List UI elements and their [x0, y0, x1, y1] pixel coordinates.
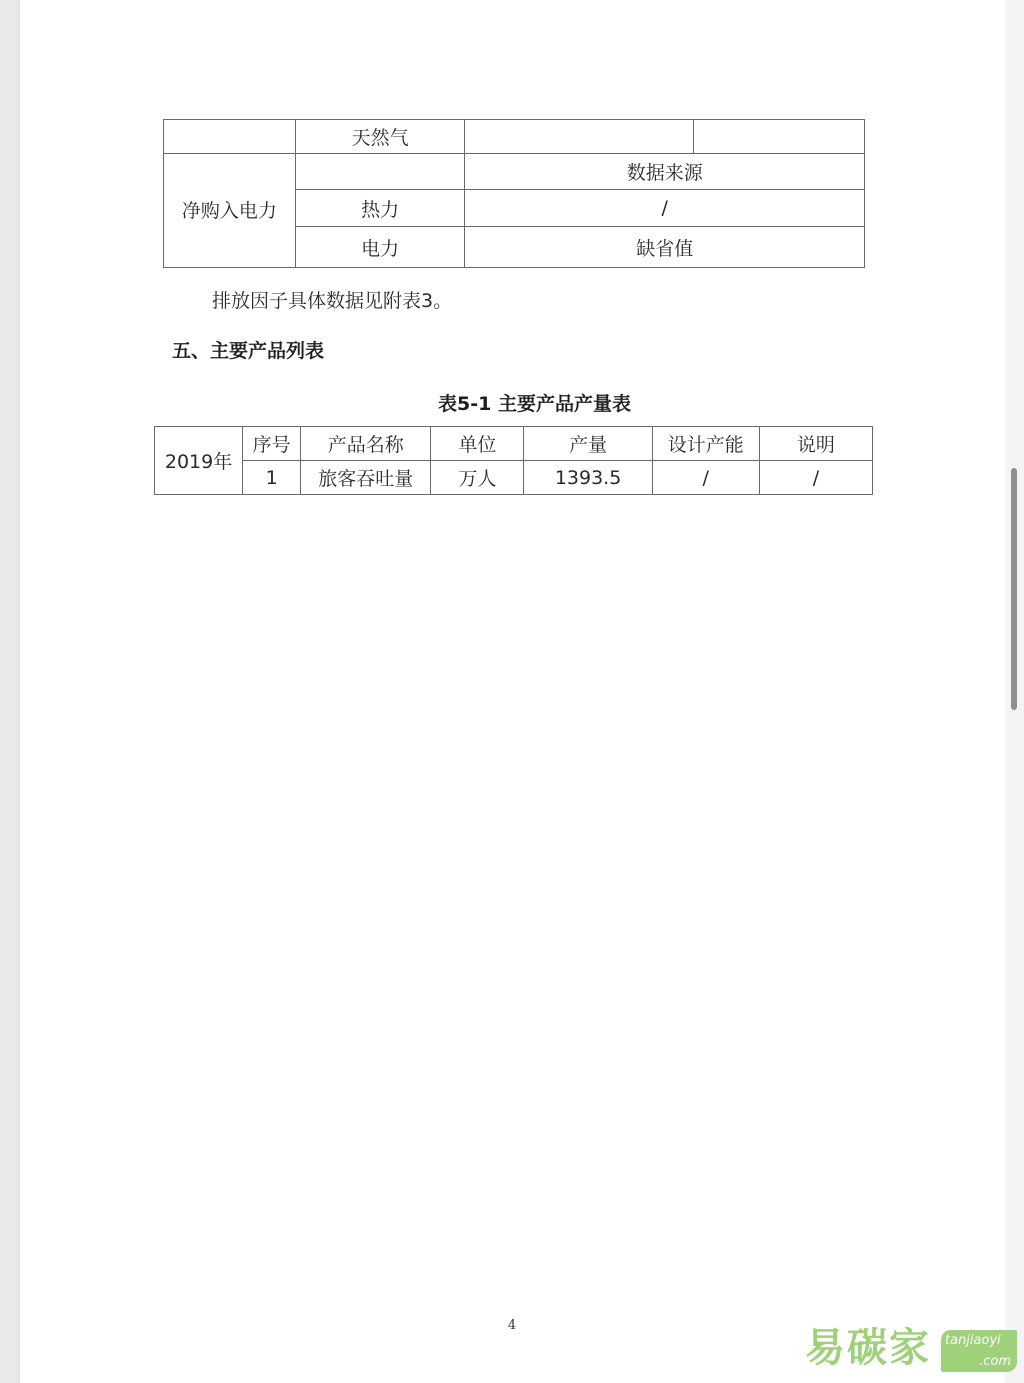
- energy-source-table: [163, 119, 865, 268]
- watermark-badge: [941, 1330, 1017, 1372]
- table-cell-empty: [295, 154, 465, 190]
- table-cell-empty: [693, 120, 864, 154]
- watermark-domain: tanjiaoyi: [945, 1333, 1001, 1348]
- table-row: [155, 461, 873, 495]
- table-cell-empty: [465, 120, 693, 154]
- electricity-label: 电力: [295, 227, 465, 268]
- natural-gas-label: 天然气: [295, 120, 465, 154]
- watermark-tld: .com: [979, 1354, 1011, 1369]
- column-header: 说明: [759, 427, 872, 461]
- main-products-table: [154, 426, 873, 495]
- table-caption: 表5-1 主要产品产量表: [438, 393, 631, 415]
- column-header: 产量: [524, 427, 652, 461]
- column-header: 单位: [431, 427, 524, 461]
- table-cell: /: [652, 461, 759, 495]
- data-source-header: 数据来源: [465, 154, 865, 190]
- column-header: 设计产能: [652, 427, 759, 461]
- year-cell: 2019年: [155, 427, 243, 495]
- table-cell: 1393.5: [524, 461, 652, 495]
- page-number: 4: [507, 1318, 517, 1333]
- emission-factor-note: 排放因子具体数据见附表3。: [212, 290, 453, 312]
- watermark-logo: [805, 1316, 1020, 1376]
- heat-source-value: /: [465, 190, 865, 227]
- column-header: 序号: [243, 427, 301, 461]
- watermark-text: 易碳家: [805, 1325, 931, 1371]
- column-header: 产品名称: [301, 427, 431, 461]
- vertical-scrollbar[interactable]: [1011, 468, 1017, 710]
- table-cell: 万人: [431, 461, 524, 495]
- section-title: 五、主要产品列表: [172, 340, 325, 362]
- table-cell: /: [759, 461, 872, 495]
- heat-label: 热力: [295, 190, 465, 227]
- table-cell-empty: [164, 120, 296, 154]
- net-purchased-power-label: 净购入电力: [164, 154, 296, 268]
- electricity-source-value: 缺省值: [465, 227, 865, 268]
- table-cell: 1: [243, 461, 301, 495]
- table-cell: 旅客吞吐量: [301, 461, 431, 495]
